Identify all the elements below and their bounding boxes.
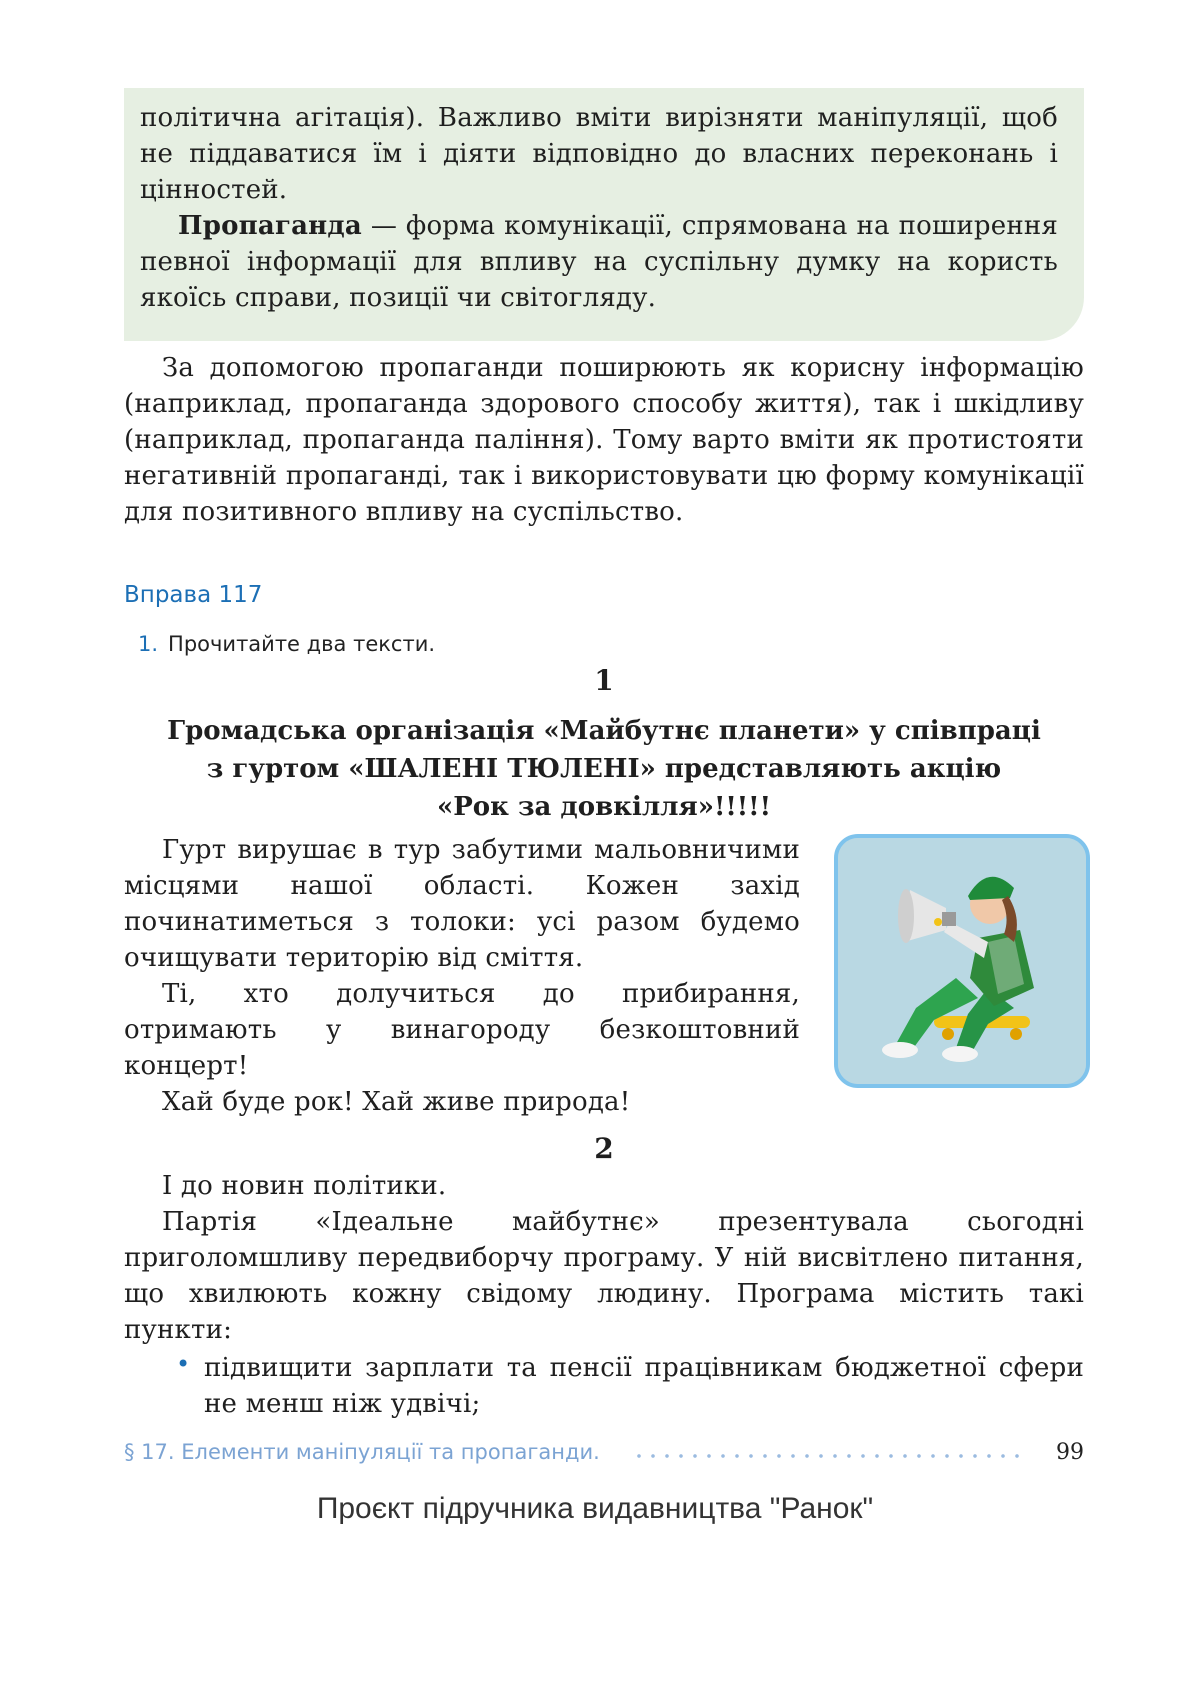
footer-dot-leader [632, 1453, 1022, 1459]
text1-paragraph-2: Ті, хто долучиться до прибирання, отримають у винагороду безкоштовний концерт! [124, 979, 800, 1081]
headline-line-2: з гуртом «ШАЛЕНІ ТЮЛЕНІ» представляють акцію [206, 754, 1002, 784]
footer-section-title: § 17. Елементи маніпуляції та пропаганди. [124, 1440, 600, 1464]
text2-paragraph-1: І до новин політики. [162, 1171, 447, 1201]
page-number: 99 [1056, 1440, 1084, 1465]
text1-paragraph-1: Гурт вирушає в тур забутими мальовничими місцями нашої області. Кожен захід починатиметься з толоки: усі разом будемо очищувати територію від сміття. [124, 835, 800, 973]
task-text: Прочитайте два тексти. [168, 632, 436, 656]
headline-line-3: «Рок за довкілля»!!!!! [436, 792, 772, 822]
headline-line-1: Громадська організація «Майбутнє планети» у співпраці [167, 716, 1041, 746]
definition-term: Пропаганда [178, 211, 362, 241]
text2-body [124, 1168, 1084, 1348]
definition-intro-paragraph: політична агітація). Важливо вміти вирізняти маніпуляції, щоб не піддаватися їм і діяти відповідно до власних переконань і цінностей. [140, 103, 1058, 205]
page-footer [124, 1440, 1084, 1472]
body-text [124, 350, 1084, 530]
publisher-watermark: Проєкт підручника видавництва "Ранок" [316, 1492, 874, 1525]
text1-paragraph-3: Хай буде рок! Хай живе природа! [162, 1087, 631, 1117]
text2-number: 2 [594, 1132, 614, 1165]
list-item-text: підвищити зарплати та пенсії працівникам бюджетної сфери не менш ніж удвічі; [204, 1353, 1084, 1419]
definition-box-text [140, 100, 1058, 316]
text2-paragraph-2: Партія «Ідеальне майбутнє» презентувала сьогодні приголомшливу передвиборчу програму. У ній висвітлено питання, що хвилюють кожну свідому людину. Програма містить такі пункти: [124, 1207, 1084, 1345]
body-paragraph: За допомогою пропаганди поширюють як корисну інформацію (наприклад, пропаганда здорового способу життя), так і шкідливу (наприклад, пропаганда паління). Тому варто вміти як протистояти негативній пропаганді, так і використовувати цю форму комунікації для позитивного впливу на суспільство. [124, 353, 1084, 527]
bullet-marker: • [176, 1350, 191, 1378]
task-number: 1. [138, 632, 159, 656]
list-item [124, 1350, 1084, 1422]
text1-headline [124, 712, 1084, 826]
definition-paragraph [140, 208, 1058, 316]
definition-text: — форма комунікації, спрямована на поширення певної інформації для впливу на суспільну думку на користь якоїсь справи, позиції чи світогляду. [140, 211, 1058, 313]
girl-with-megaphone-photo [834, 834, 1090, 1088]
exercise-title: Вправа 117 [124, 582, 263, 608]
text1-body [124, 832, 800, 1120]
exercise-task [138, 632, 435, 656]
text1-number: 1 [594, 664, 614, 697]
